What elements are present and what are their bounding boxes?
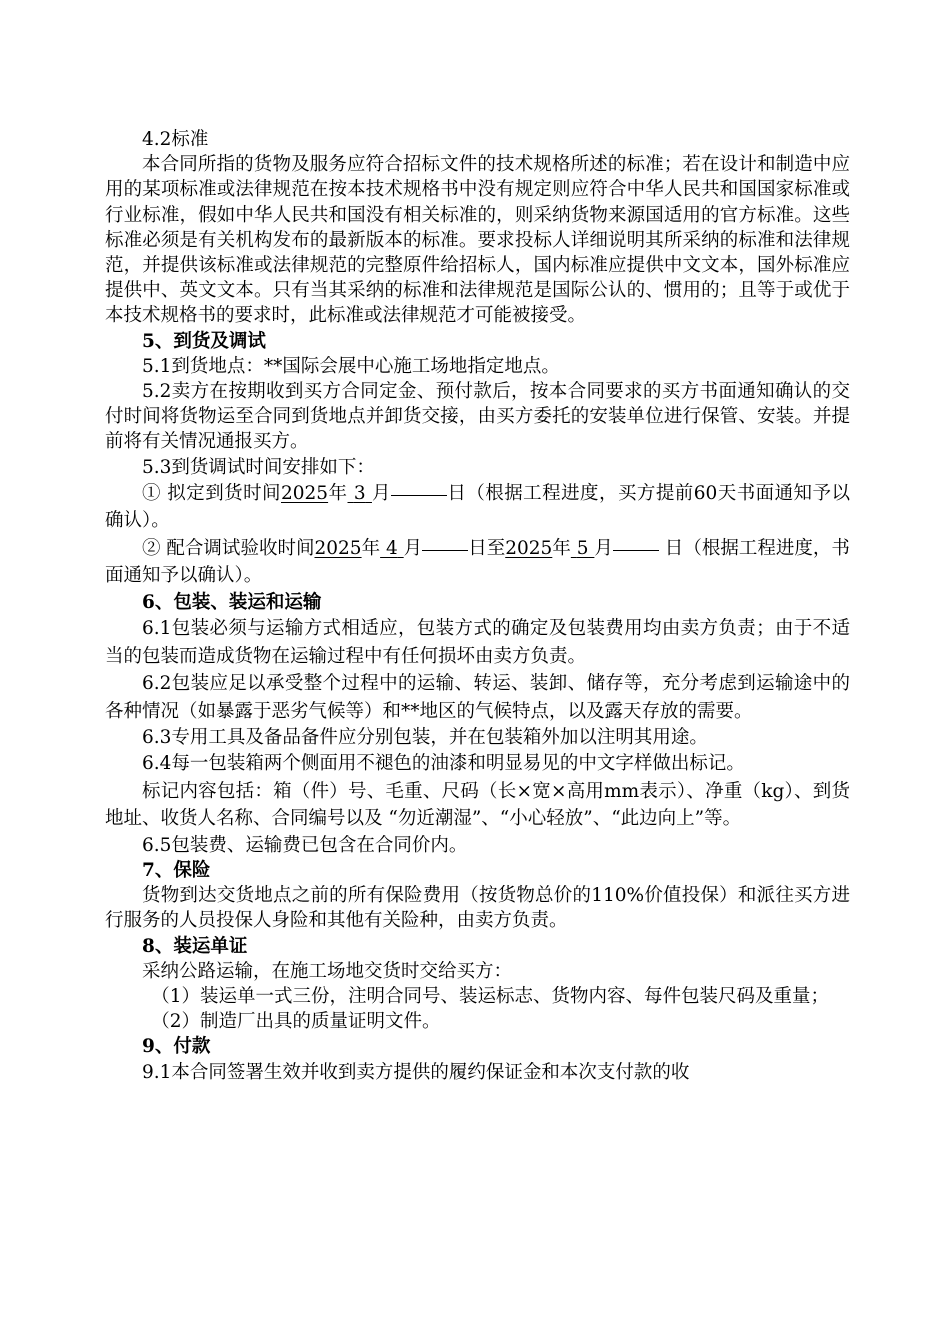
item1-year-unit: 年 [328, 482, 348, 504]
item2-prefix: ② 配合调试验收时间 [142, 537, 315, 559]
section-7-body: 货物到达交货地点之前的所有保险费用（按货物总价的110%价值投保）和派往买方进行服务的人员投保人身险和其他有关险种，由卖方负责。 [105, 885, 850, 932]
item2-day1-blank [422, 549, 468, 551]
section-6-2: 6.2包装应足以承受整个过程中的运输、转运、装卸、储存等，充分考虑到运输途中的各种情况（如暴露于恶劣气候等）和**地区的气候特点，以及露天存放的需要。 [105, 673, 850, 722]
item2-month1 [380, 538, 404, 559]
section-9-heading: 9、付款 [142, 1036, 211, 1058]
item1-month-value: 3 [353, 482, 366, 504]
section-5-3: 5.3到货调试时间安排如下： [142, 456, 375, 478]
item2-month2-value: 5 [576, 537, 589, 559]
section-8-heading: 8、装运单证 [142, 935, 248, 957]
section-5-1: 5.1到货地点：**国际会展中心施工场地指定地点。 [142, 355, 560, 377]
section-8-item-2: （2）制造厂出具的质量证明文件。 [151, 1011, 441, 1033]
section-6-3: 6.3专用工具及备品备件应分别包装，并在包装箱外加以注明其用途。 [142, 727, 708, 749]
item1-month [348, 483, 372, 504]
item2-month1-value: 4 [386, 537, 398, 559]
item2-month2 [571, 538, 595, 559]
item2-day-unit: 日 [658, 537, 684, 559]
document-body [105, 127, 850, 1085]
item1-day-blank [391, 494, 447, 496]
item2-suffix: （根据工程进度，书面通知予以确认）。 [105, 537, 850, 587]
section-6-heading: 6、包装、装运和运输 [142, 591, 322, 613]
section-6-5: 6.5包装费、运输费已包含在合同价内。 [142, 834, 468, 856]
item2-month1-unit: 月 [403, 537, 423, 559]
schedule-item-2 [105, 535, 850, 590]
item2-year1-unit: 年 [361, 537, 381, 559]
item2-day2-blank [613, 549, 659, 551]
item1-suffix: （根据工程进度，买方提前60天书面通知予以确认）。 [105, 482, 850, 532]
item1-prefix: ① 拟定到货时间 [142, 482, 281, 504]
section-7-heading: 7、保险 [142, 859, 211, 881]
section-5-2: 5.2卖方在按期收到买方合同定金、预付款后，按本合同要求的买方书面通知确认的交付时间将货物运至合同到货地点并卸货交接，由买方委托的安装单位进行保管、安装。并提前将有关情况通报买方。 [105, 381, 850, 453]
section-8-body: 采纳公路运输，在施工场地交货时交给买方： [142, 960, 513, 982]
item2-month2-unit: 月 [594, 537, 613, 559]
item1-month-unit: 月 [371, 482, 391, 504]
section-9-1: 9.1本合同签署生效并收到卖方提供的履约保证金和本次支付款的收 [142, 1061, 690, 1083]
section-5-heading: 5、到货及调试 [142, 330, 266, 352]
section-6-1: 6.1包装必须与运输方式相适应，包装方式的确定及包装费用均由卖方负责；由于不适当的包装而造成货物在运输过程中有任何损坏由卖方负责。 [105, 618, 850, 667]
item1-day-unit: 日 [446, 482, 467, 504]
item1-year: 2025 [281, 482, 329, 504]
item2-mid: 日至 [468, 537, 506, 559]
section-6-4: 6.4每一包装箱两个侧面用不褪色的油漆和明显易见的中文字样做出标记。 [142, 753, 745, 775]
schedule-item-1 [105, 480, 850, 535]
item2-year2-unit: 年 [552, 537, 571, 559]
item2-year1: 2025 [314, 537, 362, 559]
section-4-2-body: 本合同所指的货物及服务应符合招标文件的技术规格所述的标准；若在设计和制造中应用的某项标准或法律规范在按本技术规格书中没有规定则应符合中华人民共和国国家标准或行业标准，假如中华人民共和国没有相关标准的，则采纳货物来源国适用的官方标准。这些标准必须是有关机构发布的最新版本的标准。要求投标人详细说明其所采纳的标准和法律规范，并提供该标准或法律规范的完整原件给招标人，国内标准应提供中文文本，国外标准应提供中、英文文本。只有当其采纳的标准和法律规范是国际公认的、惯用的；且等于或优于本技术规格书的要求时，此标准或法律规范才可能被接受。 [105, 154, 850, 327]
section-8-item-1: （1）装运单一式三份，注明合同号、装运标志、货物内容、每件包装尺码及重量； [151, 985, 830, 1007]
section-4-2-heading: 4.2标准 [142, 129, 209, 150]
section-6-4-marking: 标记内容包括：箱（件）号、毛重、尺码（长×宽×高用mm表示）、净重（kg）、到货地址、收货人名称、合同编号以及 “勿近潮湿”、“小心轻放”、“此边向上”等。 [105, 780, 850, 830]
item2-year2: 2025 [505, 537, 553, 559]
